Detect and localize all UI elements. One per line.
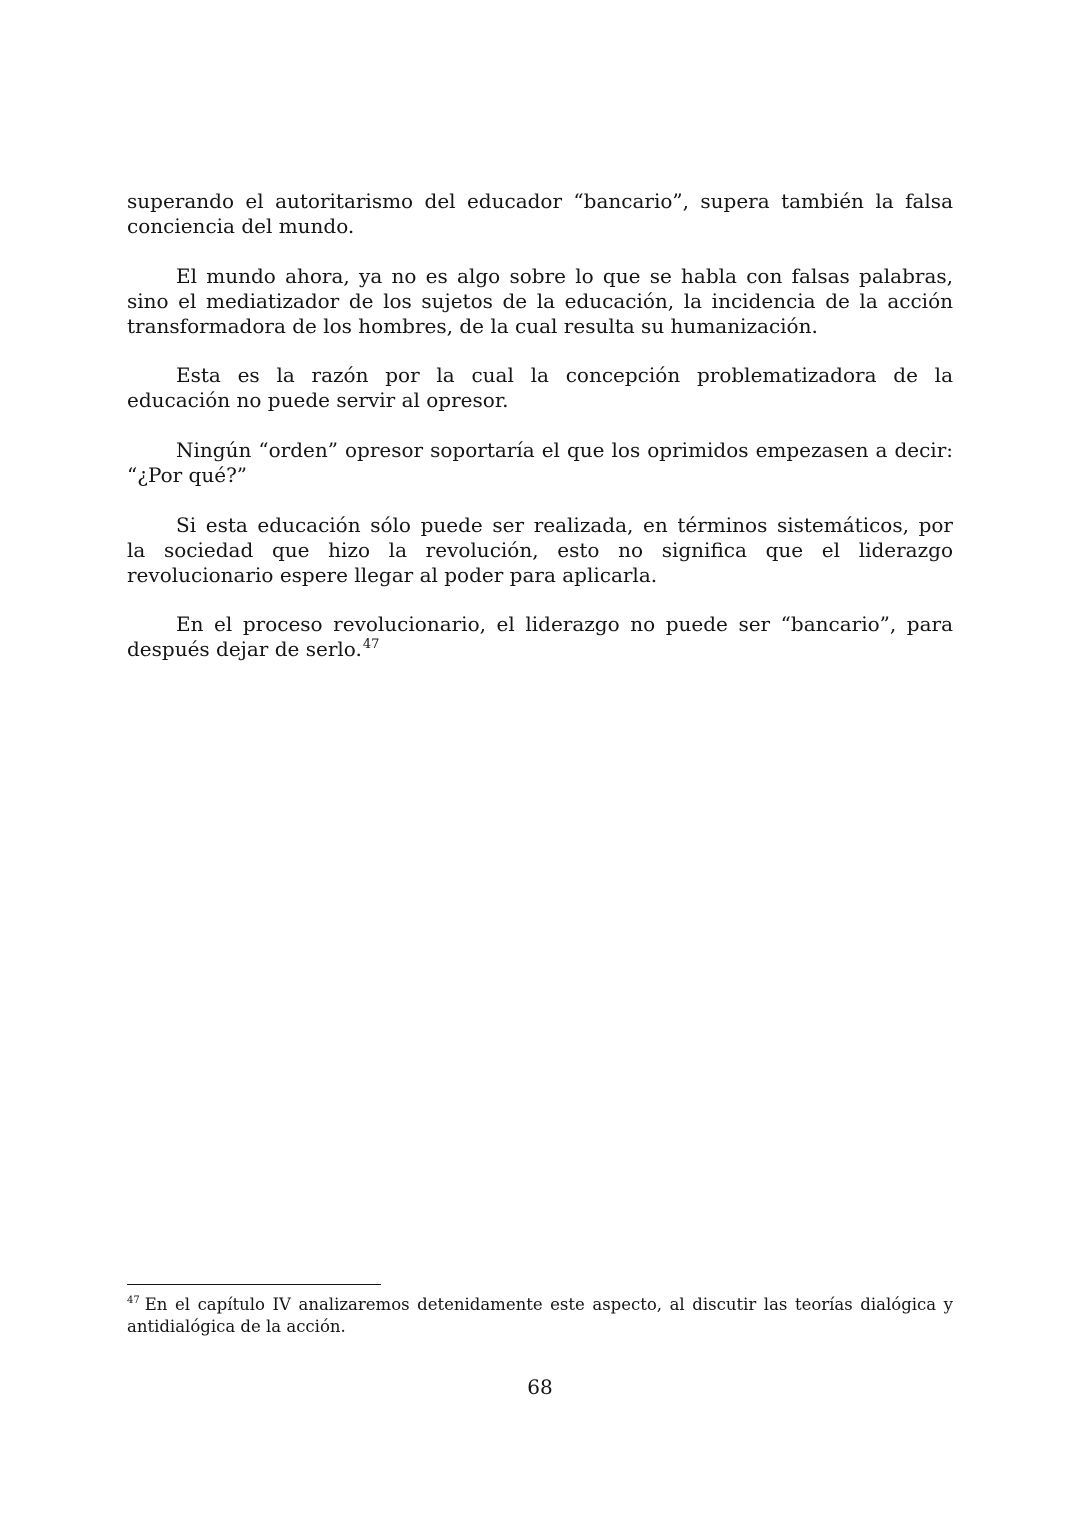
- paragraph: [127, 612, 953, 662]
- text-line: Esta es la razón por la cual la concepción problematizadora de la: [176, 363, 953, 388]
- paragraph: [127, 363, 953, 413]
- footnote-line: [127, 1294, 953, 1316]
- text-line: educación no puede servir al opresor.: [127, 388, 509, 413]
- text-line: Si esta educación sólo puede ser realizada, en términos sistemáticos, por: [176, 512, 953, 537]
- text-line-with-footnote-ref: [127, 637, 953, 662]
- text-line: superando el autoritarismo del educador “bancario”, supera también la falsa: [127, 189, 953, 213]
- text-line: conciencia del mundo.: [127, 213, 355, 238]
- text-line: En el proceso revolucionario, el liderazgo no puede ser “bancario”, para: [176, 612, 953, 637]
- text-line: El mundo ahora, ya no es algo sobre lo que se habla con falsas palabras,: [176, 263, 953, 288]
- footnote-marker: 47: [127, 1295, 140, 1306]
- paragraph: [127, 189, 953, 239]
- text-line: Ningún “orden” opresor soportaría el que los oprimidos empezasen a decir:: [176, 438, 953, 463]
- footnote-separator: [127, 1284, 381, 1285]
- text-line: la sociedad que hizo la revolución, esto no significa que el liderazgo: [127, 537, 953, 562]
- text-line: revolucionario espere llegar al poder para aplicarla.: [127, 562, 658, 587]
- paragraph: [127, 513, 953, 588]
- footnote-reference: 47: [362, 637, 380, 653]
- text-line: transformadora de los hombres, de la cual resulta su humanización.: [127, 313, 818, 338]
- page-number: 68: [527, 1375, 553, 1399]
- text-line: sino el mediatizador de los sujetos de la educación, la incidencia de la acción: [127, 288, 953, 313]
- footnote-line: antidialógica de la acción.: [127, 1316, 346, 1336]
- paragraph: [127, 438, 953, 488]
- text-line-content: después dejar de serlo.: [127, 637, 362, 662]
- body-text: [127, 189, 953, 687]
- footnote-text: En el capítulo IV analizaremos detenidamente este aspecto, al discutir las teorías dialógica y: [144, 1295, 953, 1314]
- text-line: “¿Por qué?”: [127, 462, 248, 487]
- footnote: [127, 1294, 953, 1337]
- paragraph: [127, 264, 953, 339]
